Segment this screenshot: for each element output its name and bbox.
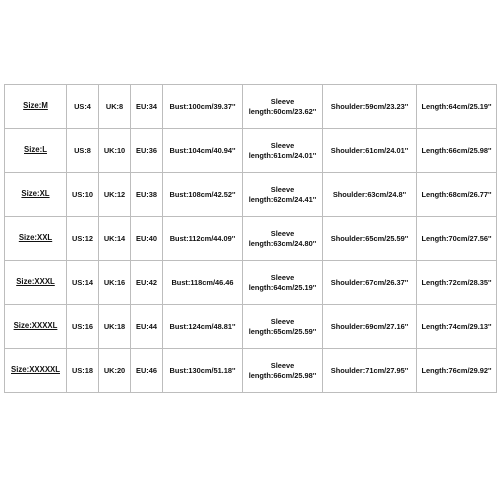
size-row — [5, 261, 497, 305]
size-row — [5, 129, 497, 173]
shoulder-cell: Shoulder:71cm/27.95'' — [323, 349, 417, 393]
size-row — [5, 173, 497, 217]
bust-cell: Bust:124cm/48.81'' — [163, 305, 243, 349]
uk-size-cell: UK:8 — [99, 85, 131, 129]
eu-size-cell: EU:42 — [131, 261, 163, 305]
length-cell: Length:68cm/26.77'' — [417, 173, 497, 217]
shoulder-cell: Shoulder:67cm/26.37'' — [323, 261, 417, 305]
uk-size-cell: UK:18 — [99, 305, 131, 349]
sleeve-label: Sleeve — [270, 96, 295, 106]
size-cell: Size:XL — [5, 173, 67, 217]
sleeve-label: Sleeve — [270, 228, 295, 238]
us-size-cell: US:4 — [67, 85, 99, 129]
sleeve-length-cell — [243, 261, 323, 305]
shoulder-cell: Shoulder:63cm/24.8'' — [323, 173, 417, 217]
bust-cell: Bust:100cm/39.37'' — [163, 85, 243, 129]
uk-size-cell: UK:10 — [99, 129, 131, 173]
bust-cell: Bust:108cm/42.52'' — [163, 173, 243, 217]
uk-size-cell: UK:16 — [99, 261, 131, 305]
sleeve-value: length:64cm/25.19'' — [248, 282, 317, 292]
sleeve-value: length:62cm/24.41'' — [248, 194, 317, 204]
length-cell: Length:64cm/25.19'' — [417, 85, 497, 129]
sleeve-length-cell — [243, 173, 323, 217]
bust-cell: Bust:118cm/46.46 — [163, 261, 243, 305]
sleeve-label: Sleeve — [270, 184, 295, 194]
uk-size-cell: UK:12 — [99, 173, 131, 217]
bust-cell: Bust:104cm/40.94'' — [163, 129, 243, 173]
length-cell: Length:74cm/29.13'' — [417, 305, 497, 349]
uk-size-cell: UK:14 — [99, 217, 131, 261]
length-cell: Length:72cm/28.35'' — [417, 261, 497, 305]
size-chart-body — [5, 85, 497, 393]
shoulder-cell: Shoulder:61cm/24.01'' — [323, 129, 417, 173]
eu-size-cell: EU:40 — [131, 217, 163, 261]
sleeve-label: Sleeve — [270, 360, 295, 370]
bust-cell: Bust:130cm/51.18'' — [163, 349, 243, 393]
size-row — [5, 217, 497, 261]
shoulder-cell: Shoulder:65cm/25.59'' — [323, 217, 417, 261]
eu-size-cell: EU:36 — [131, 129, 163, 173]
sleeve-label: Sleeve — [270, 316, 295, 326]
us-size-cell: US:18 — [67, 349, 99, 393]
shoulder-cell: Shoulder:69cm/27.16'' — [323, 305, 417, 349]
eu-size-cell: EU:38 — [131, 173, 163, 217]
size-cell: Size:L — [5, 129, 67, 173]
eu-size-cell: EU:46 — [131, 349, 163, 393]
size-cell: Size:XXXXXL — [5, 349, 67, 393]
size-row — [5, 305, 497, 349]
length-cell: Length:70cm/27.56'' — [417, 217, 497, 261]
eu-size-cell: EU:44 — [131, 305, 163, 349]
size-row — [5, 85, 497, 129]
size-row — [5, 349, 497, 393]
sleeve-label: Sleeve — [270, 140, 295, 150]
sleeve-length-cell — [243, 349, 323, 393]
size-cell: Size:XXL — [5, 217, 67, 261]
size-chart-table — [4, 84, 497, 393]
sleeve-value: length:61cm/24.01'' — [248, 150, 317, 160]
sleeve-value: length:65cm/25.59'' — [248, 326, 317, 336]
shoulder-cell: Shoulder:59cm/23.23'' — [323, 85, 417, 129]
size-cell: Size:XXXL — [5, 261, 67, 305]
us-size-cell: US:16 — [67, 305, 99, 349]
sleeve-length-cell — [243, 129, 323, 173]
size-cell: Size:XXXXL — [5, 305, 67, 349]
bust-cell: Bust:112cm/44.09'' — [163, 217, 243, 261]
eu-size-cell: EU:34 — [131, 85, 163, 129]
us-size-cell: US:10 — [67, 173, 99, 217]
size-cell: Size:M — [5, 85, 67, 129]
us-size-cell: US:14 — [67, 261, 99, 305]
sleeve-value: length:60cm/23.62'' — [248, 106, 317, 116]
sleeve-value: length:63cm/24.80'' — [248, 238, 317, 248]
length-cell: Length:66cm/25.98'' — [417, 129, 497, 173]
uk-size-cell: UK:20 — [99, 349, 131, 393]
us-size-cell: US:8 — [67, 129, 99, 173]
sleeve-length-cell — [243, 217, 323, 261]
sleeve-length-cell — [243, 85, 323, 129]
us-size-cell: US:12 — [67, 217, 99, 261]
sleeve-length-cell — [243, 305, 323, 349]
length-cell: Length:76cm/29.92'' — [417, 349, 497, 393]
sleeve-value: length:66cm/25.98'' — [248, 370, 317, 380]
sleeve-label: Sleeve — [270, 272, 295, 282]
